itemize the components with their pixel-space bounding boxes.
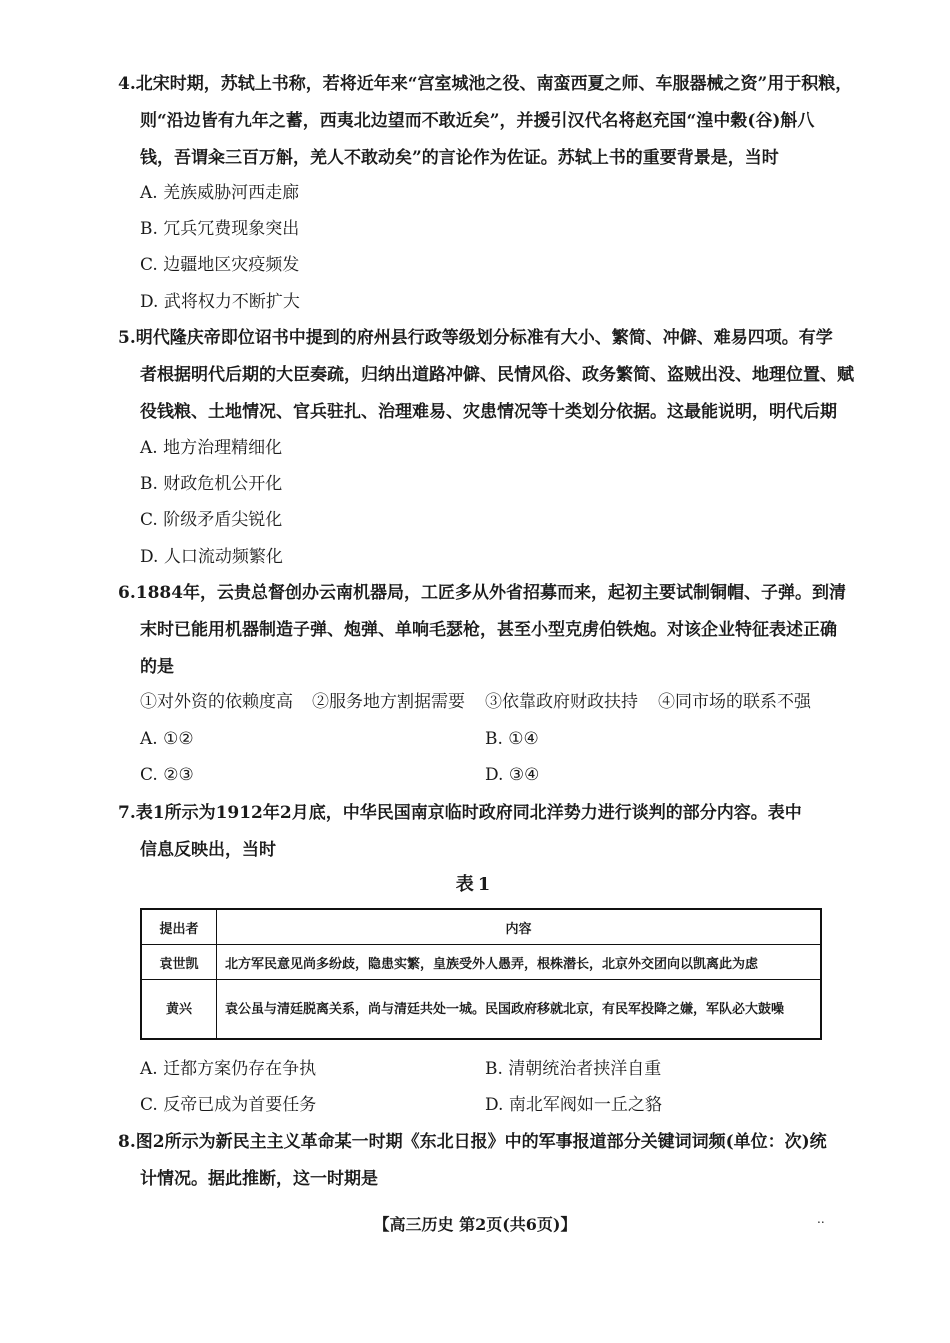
q6-line: 的是 (140, 657, 174, 677)
q6-option-c: C. ②③ (140, 765, 194, 785)
q4-line: 钱，吾谓籴三百万斛，羌人不敢动矣”的言论作为佐证。苏轼上书的重要背景是，当时 (140, 148, 779, 168)
q7-line: 7.表1所示为1912年2月底，中华民国南京临时政府同北洋势力进行谈判的部分内容。表中 (118, 803, 802, 823)
question-8-stem (118, 1124, 838, 1198)
q5-line: 役钱粮、土地情况、官兵驻扎、治理难易、灾患情况等十类划分依据。这最能说明，明代后期 (140, 402, 837, 422)
q8-line: 8.图2所示为新民主主义革命某一时期《东北日报》中的军事报道部分关键词词频(单位：次)统 (118, 1132, 827, 1152)
table-row (141, 980, 821, 1040)
q6-statement-2: ②服务地方割据需要 (312, 692, 465, 712)
q5-line: 者根据明代后期的大臣奏疏，归纳出道路冲僻、民情风俗、政务繁简、盗贼出没、地理位置、赋 (140, 365, 854, 385)
q5-option-c: C. 阶级矛盾尖锐化 (140, 510, 283, 530)
q5-line: 5.明代隆庆帝即位诏书中提到的府州县行政等级划分标准有大小、繁简、冲僻、难易四项。有学 (118, 328, 833, 348)
q4-option-b: B. 冗兵冗费现象突出 (140, 219, 300, 239)
q6-option-b: B. ①④ (485, 729, 539, 749)
q7-line: 信息反映出，当时 (140, 840, 276, 860)
q6-option-a: A. ①② (140, 729, 194, 749)
q6-statement-3: ③依靠政府财政扶持 (485, 692, 638, 712)
table-header-content: 内容 (217, 909, 822, 945)
q4-line: 4.北宋时期，苏轼上书称，若将近年来“宫室城池之役、南蛮西夏之师、车服器械之资”用于积粮， (118, 74, 853, 94)
q5-option-b: B. 财政危机公开化 (140, 474, 283, 494)
question-5-stem (118, 320, 854, 431)
q7-option-b: B. 清朝统治者挟洋自重 (485, 1059, 662, 1079)
q6-statement-4: ④同市场的联系不强 (658, 692, 811, 712)
table-cell-content: 袁公虽与清廷脱离关系，尚与清廷共处一城。民国政府移就北京，有民军投降之嫌，军队必大鼓噪 (217, 980, 822, 1040)
page-footer: 【高三历史 第2页(共6页)】 (373, 1215, 577, 1234)
q4-option-c: C. 边疆地区灾疫频发 (140, 255, 300, 275)
q7-option-d: D. 南北军阀如一丘之貉 (485, 1095, 662, 1115)
q5-option-d: D. 人口流动频繁化 (140, 547, 283, 567)
corner-mark: .. (817, 1212, 825, 1226)
q7-option-c: C. 反帝已成为首要任务 (140, 1095, 317, 1115)
q4-option-a: A. 羌族威胁河西走廊 (140, 183, 300, 203)
table-title: 表1 (455, 874, 495, 895)
q6-line: 末时已能用机器制造子弹、炮弹、单响毛瑟枪，甚至小型克虏伯铁炮。对该企业特征表述正确 (140, 620, 837, 640)
q4-option-d: D. 武将权力不断扩大 (140, 292, 300, 312)
q6-statement-1: ①对外资的依赖度高 (140, 692, 293, 712)
table-header-row (141, 909, 821, 945)
table-header-proposer: 提出者 (141, 909, 217, 945)
question-4-stem (118, 66, 853, 177)
question-7-stem (118, 795, 838, 869)
table-row (141, 945, 821, 980)
q4-line: 则“沿边皆有九年之蓄，西夷北边望而不敢近矣”，并援引汉代名将赵充国“湟中穀(谷)斛八 (140, 111, 815, 131)
table-cell-proposer: 袁世凯 (141, 945, 217, 980)
question-6-stem (118, 575, 847, 686)
table-cell-proposer: 黄兴 (141, 980, 217, 1040)
q6-line: 6.1884年，云贵总督创办云南机器局，工匠多从外省招募而来，起初主要试制铜帽、子弹。到清 (118, 583, 847, 603)
negotiation-table (140, 908, 822, 1040)
q7-option-a: A. 迁都方案仍存在争执 (140, 1059, 317, 1079)
q6-option-d: D. ③④ (485, 765, 540, 785)
q5-option-a: A. 地方治理精细化 (140, 438, 283, 458)
table-cell-content: 北方军民意见尚多纷歧，隐患实繁，皇族受外人愚弄，根株潜长，北京外交团向以凯离此为虑 (217, 945, 822, 980)
q8-line: 计情况。据此推断，这一时期是 (140, 1169, 378, 1189)
